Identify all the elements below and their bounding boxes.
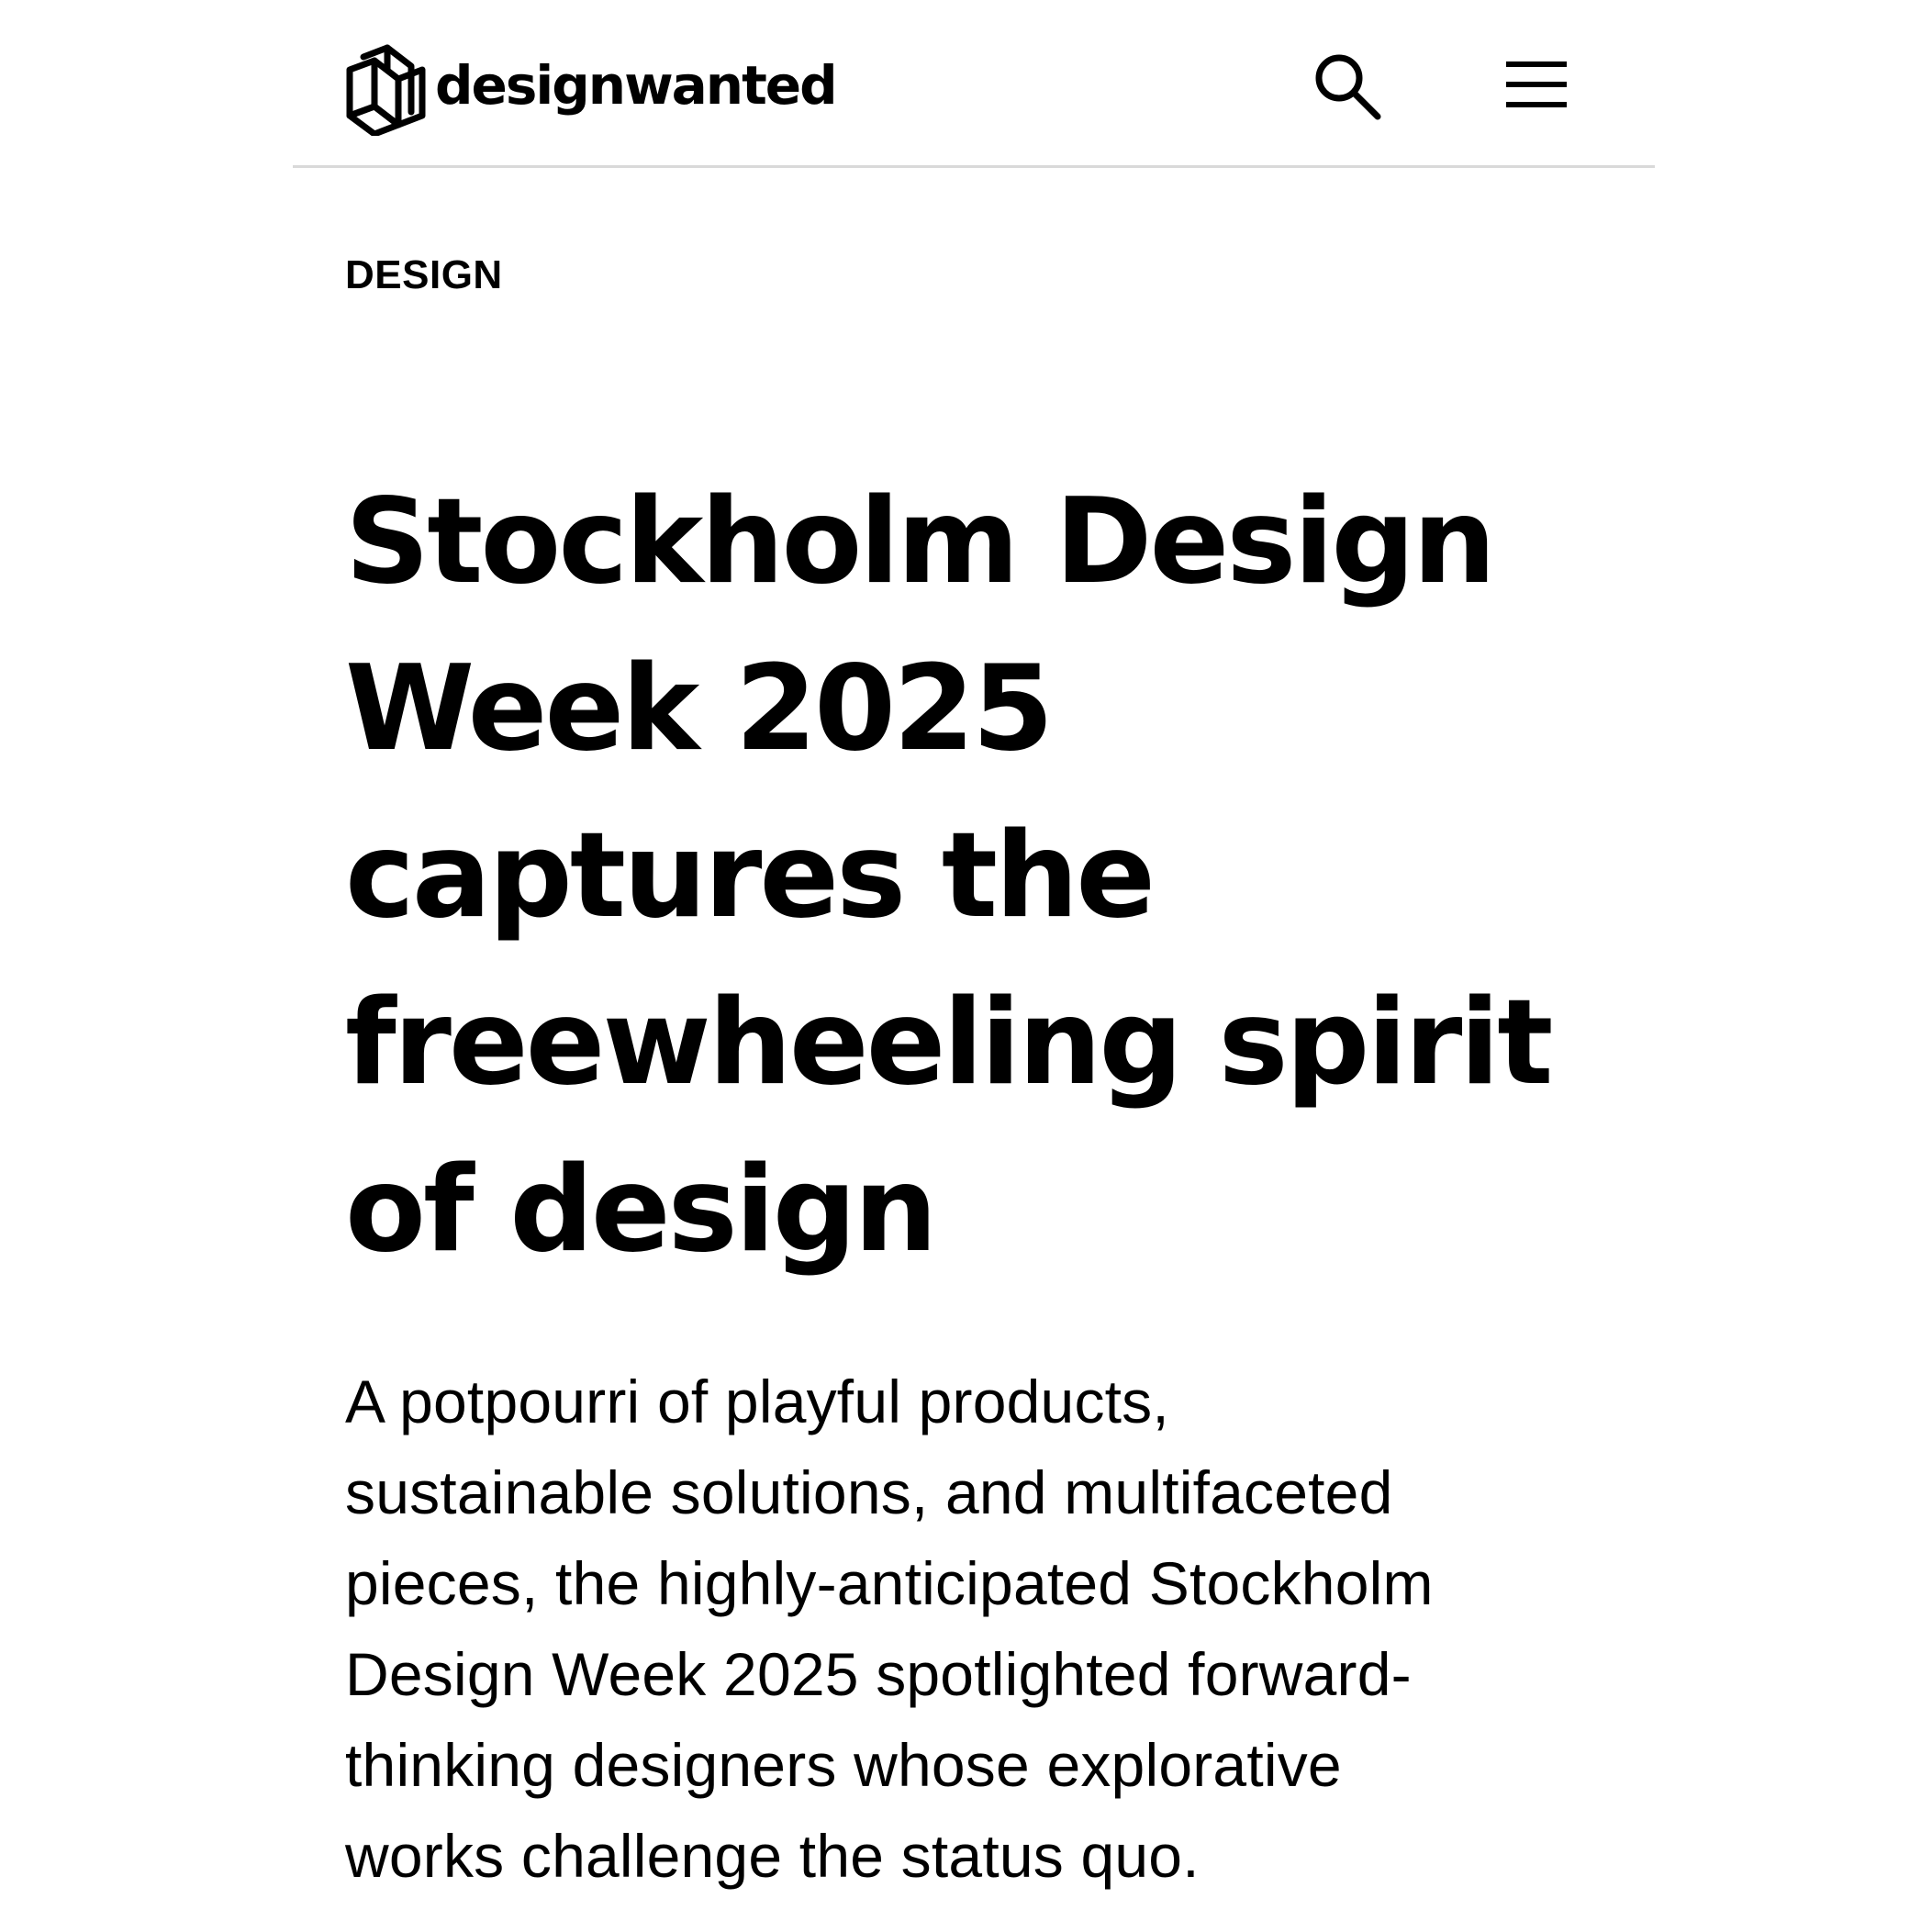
headline-line: Stockholm Design xyxy=(345,474,1494,610)
standfirst-line: Design Week 2025 spotlighted forward- xyxy=(345,1640,1412,1708)
article-headline xyxy=(345,459,1648,1294)
article-category[interactable]: DESIGN xyxy=(345,252,503,297)
standfirst-line: sustainable solutions, and multifaceted xyxy=(345,1458,1393,1526)
standfirst-line: A potpourri of playful products, xyxy=(345,1368,1169,1435)
standfirst-line: pieces, the highly-anticipated Stockholm xyxy=(345,1549,1434,1617)
site-header xyxy=(293,0,1655,168)
article-standfirst xyxy=(345,1357,1648,1902)
site-logo[interactable] xyxy=(345,44,836,136)
search-icon xyxy=(1312,50,1385,124)
search-button[interactable] xyxy=(1312,50,1385,124)
headline-line: Week 2025 xyxy=(345,641,1052,777)
standfirst-line: thinking designers whose explorative xyxy=(345,1731,1342,1799)
headline-line: captures the xyxy=(345,808,1153,944)
standfirst-line: works challenge the status quo. xyxy=(345,1822,1200,1890)
headline-line: freewheeling spirit xyxy=(345,975,1551,1111)
menu-button[interactable] xyxy=(1504,57,1569,112)
designwanted-logo-icon xyxy=(345,44,428,136)
headline-line: of design xyxy=(345,1142,935,1279)
logo-wordmark: designwanted xyxy=(435,54,836,117)
article-page xyxy=(293,0,1655,1932)
hamburger-menu-icon xyxy=(1504,57,1569,112)
